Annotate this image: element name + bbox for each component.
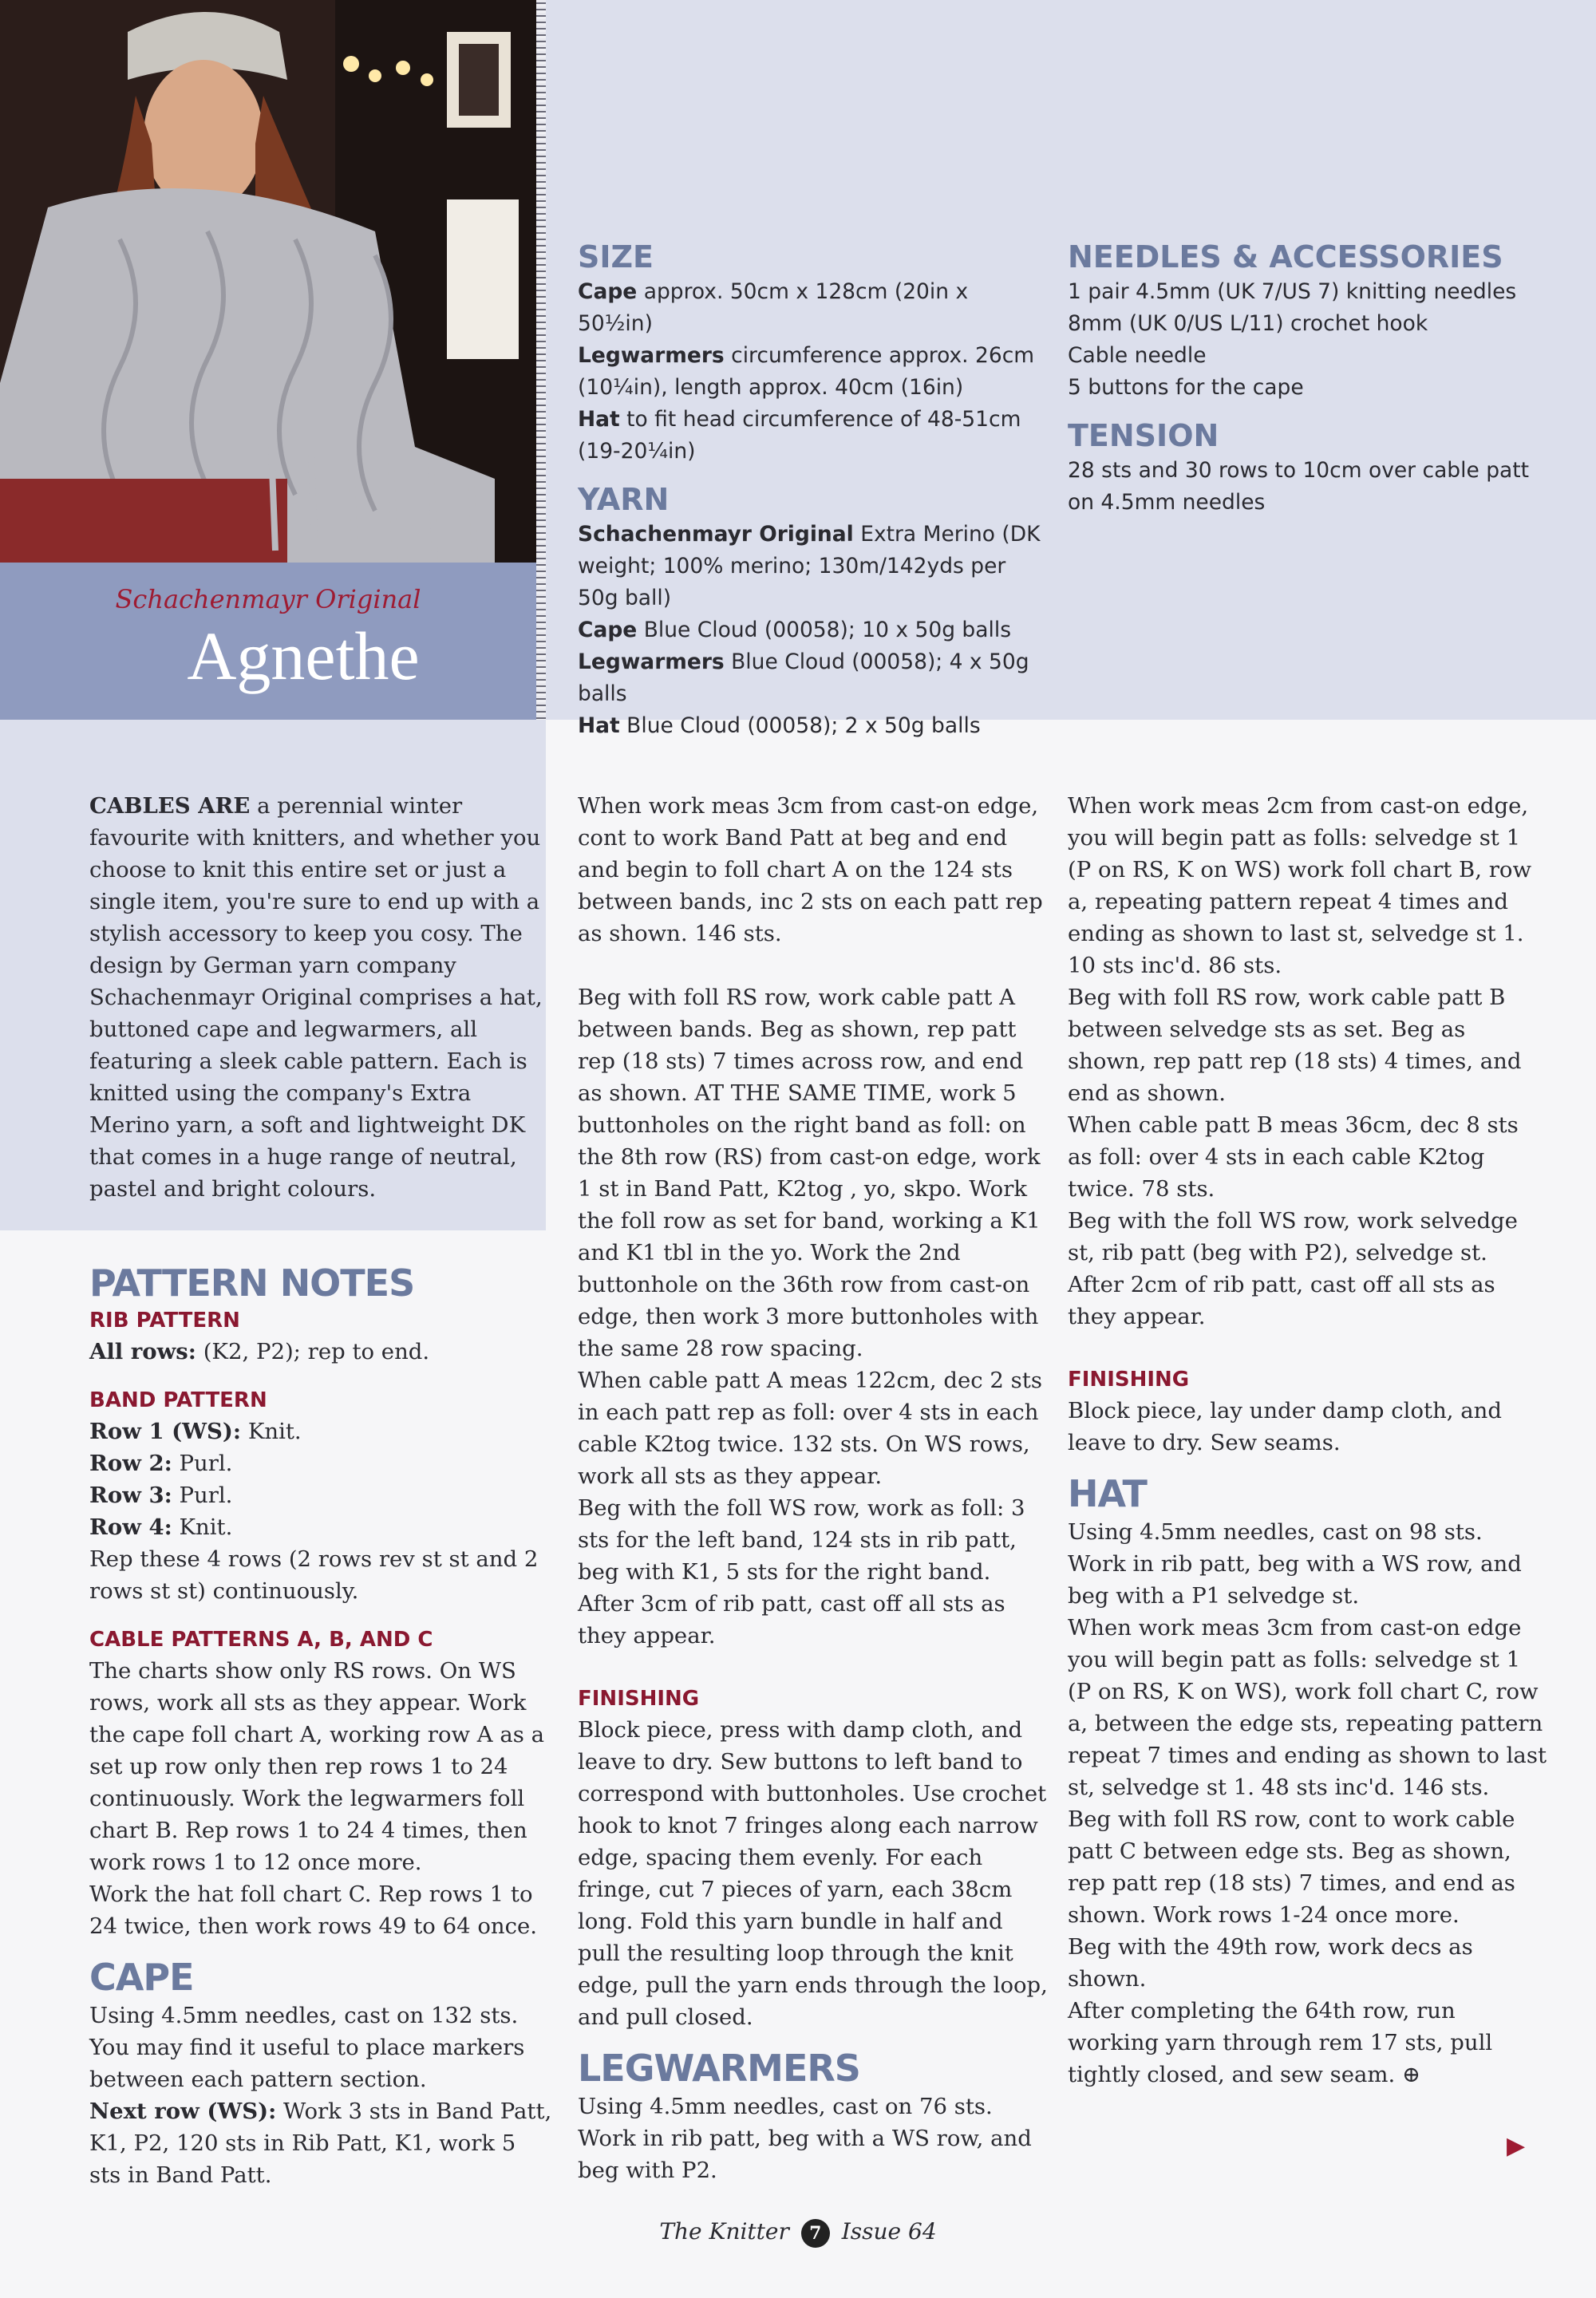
legwarmers-text: Using 4.5mm needles, cast on 76 sts. Work in rib patt, beg with a WS row, and beg with P2. [578,2094,1032,2183]
legwarmers-text: When cable patt B meas 36cm, dec 8 sts as foll: over 4 sts in each cable K2tog twice. 78 sts. [1068,1112,1519,1202]
band-row: Row 3: Purl. [89,1483,233,1508]
page-footer [0,2218,1596,2248]
band-pattern-heading: BAND PATTERN [89,1388,267,1412]
cable-text: The charts show only RS rows. On WS rows, work all sts as they appear. Work the cape foll chart A, working row A as a set up row only then rep rows 1 to 24 continuously. Work the legwarmers foll chart B. Rep rows 1 to 24 4 times, then work rows 1 to 12 once more. [89,1658,545,1875]
magazine-name: The Knitter [659,2218,789,2245]
cape-heading: CAPE [89,1956,194,1999]
legwarmers-text: When work meas 2cm from cast-on edge, you will begin patt as folls: selvedge st 1 (P on RS, K on WS) work foll chart B, row a, repeating pattern repeat 4 times and ending as shown to last st, selvedge st 1. 10 sts inc'd. 86 sts. [1068,793,1531,978]
cape-text: Beg with foll RS row, work cable patt A between bands. Beg as shown, rep patt rep (18 sts) 7 times across row, and end as shown. AT THE SAME TIME, work 5 buttonholes on the right band as foll: on the 8th row (RS) from cast-on edge, work 1 st in Band Patt, K2tog , yo, skpo. Work the foll row as set for band, working a K1 and K1 tbl in the yo. Work the 2nd buttonhole on the 36th row from cast-on edge, then work 3 more buttonholes with the same 28 row spacing. [578,985,1041,1361]
column-3 [1068,790,1547,2091]
needles-item: 8mm (UK 0/US L/11) crochet hook [1068,311,1428,336]
band-row: Row 1 (WS): Knit. [89,1419,302,1444]
needles-heading: NEEDLES & ACCESSORIES [1068,239,1503,274]
hat-text: Beg with the 49th row, work decs as shown. [1068,1934,1473,1992]
size-legwarmers: Legwarmers circumference approx. 26cm (10¼in), length approx. 40cm (16in) [578,343,1035,400]
size-heading: SIZE [578,239,654,274]
yarn-cape: Cape Blue Cloud (00058); 10 x 50g balls [578,618,1012,642]
cover-photo [0,0,536,563]
yarn-hat: Hat Blue Cloud (00058); 2 x 50g balls [578,713,981,738]
hat-heading: HAT [1068,1472,1147,1515]
column-1 [89,790,552,2191]
cape-text: Beg with the foll WS row, work as foll: 3 sts for the left band, 124 sts in rib patt, beg with K1, 5 sts for the right band. After 3cm of rib patt, cast off all sts as they appear. [578,1495,1025,1648]
cape-text: When cable patt A meas 122cm, dec 2 sts in each patt rep as foll: over 4 sts in each cable K2tog twice. 132 sts. On WS rows, work all sts as they appear. [578,1368,1042,1489]
hat-text: Using 4.5mm needles, cast on 98 sts. Work in rib patt, beg with a WS row, and beg with a P1 selvedge st. [1068,1519,1522,1609]
tension-heading: TENSION [1068,418,1219,453]
band-repeat: Rep these 4 rows (2 rows rev st st and 2 rows st st) continuously. [89,1546,539,1604]
tension-text: 28 sts and 30 rows to 10cm over cable patt on 4.5mm needles [1068,458,1530,515]
size-hat: Hat to fit head circumference of 48-51cm (19-20¼in) [578,407,1021,464]
needles-item: 1 pair 4.5mm (UK 7/US 7) knitting needles [1068,279,1517,304]
rib-pattern-text: All rows: (K2, P2); rep to end. [89,1339,430,1364]
needles-item: Cable needle [1068,343,1207,368]
size-yarn-column [578,238,1049,742]
column-2 [578,790,1049,2186]
continue-arrow-icon: ▶ [1507,2132,1526,2160]
legwarmers-text: Beg with foll RS row, work cable patt B between selvedge sts as set. Beg as shown, rep patt rep (18 sts) 4 times, and end as shown. [1068,985,1522,1106]
rib-pattern-heading: RIB PATTERN [89,1309,240,1333]
cable-text: Work the hat foll chart C. Rep rows 1 to 24 twice, then work rows 49 to 64 once. [89,1881,538,1939]
band-row: Row 2: Purl. [89,1451,233,1476]
end-mark-icon: ⊕ [1401,2062,1421,2087]
band-row: Row 4: Knit. [89,1514,233,1540]
needles-tension-column [1068,238,1547,519]
issue-number: Issue 64 [841,2218,937,2245]
hat-text: Beg with foll RS row, cont to work cable patt C between edge sts. Beg as shown, rep patt rep (18 sts) 7 times, and end as shown. Work rows 1-24 once more. [1068,1806,1515,1928]
pattern-title: Agnethe [187,618,420,694]
cable-patterns-heading: CABLE PATTERNS A, B, AND C [89,1628,433,1652]
photo-illustration [0,0,536,563]
yarn-heading: YARN [578,482,670,517]
cape-next-row: Next row (WS): Work 3 sts in Band Patt, K1, P2, 120 sts in Rib Patt, K1, work 5 sts in Band Patt. [89,2099,552,2188]
size-cape: Cape approx. 50cm x 128cm (20in x 50½in) [578,279,969,336]
cape-finishing-heading: FINISHING [578,1687,700,1711]
brand-name: Schachenmayr Original [115,584,421,614]
legwarmers-finishing-text: Block piece, lay under damp cloth, and leave to dry. Sew seams. [1068,1398,1502,1455]
cape-finishing-text: Block piece, press with damp cloth, and leave to dry. Sew buttons to left band to correspond with buttonholes. Use crochet hook to knot 7 fringes along each narrow edge, spacing them evenly. For each fringe, cut 7 pieces of yarn, each 38cm long. Fold this yarn bundle in half and pull the resulting loop through the knit edge, pull the yarn ends through the loop, and pull closed. [578,1717,1048,2030]
hat-text: When work meas 3cm from cast-on edge you will begin patt as folls: selvedge st 1 (P on RS, K on WS), work foll chart C, row a, between the edge sts, repeating pattern repeat 7 times and ending as shown to last st, selvedge st 1. 48 sts inc'd. 146 sts. [1068,1615,1547,1800]
binding-strip [536,0,546,720]
needles-item: 5 buttons for the cape [1068,375,1304,400]
pattern-notes-heading: PATTERN NOTES [89,1262,415,1305]
legwarmers-heading: LEGWARMERS [578,2047,860,2090]
yarn-legwarmers: Legwarmers Blue Cloud (00058); 4 x 50g balls [578,650,1029,706]
legwarmers-finishing-heading: FINISHING [1068,1368,1190,1392]
hat-text: After completing the 64th row, run working yarn through rem 17 sts, pull tightly closed, and sew seam. ⊕ [1068,1998,1493,2087]
intro-text: CABLES ARE a perennial winter favourite with knitters, and whether you choose to knit this entire set or just a single item, you're sure to end up with a stylish accessory to keep you cosy. The design by German yarn company Schachenmayr Original comprises a hat, buttoned cape and legwarmers, all featuring a sleek cable pattern. Each is knitted using the company's Extra Merino yarn, a soft and lightweight DK that comes in a huge range of neutral, pastel and bright colours. [89,793,543,1202]
legwarmers-text: Beg with the foll WS row, work selvedge st, rib patt (beg with P2), selvedge st. After 2cm of rib patt, cast off all sts as they appear. [1068,1208,1518,1329]
cape-text: Using 4.5mm needles, cast on 132 sts. You may find it useful to place markers between each pattern section. [89,2003,525,2092]
yarn-brand: Schachenmayr Original Extra Merino (DK weight; 100% merino; 130m/142yds per 50g ball) [578,522,1041,610]
page-number: 7 [801,2219,830,2248]
cape-text: When work meas 3cm from cast-on edge, cont to work Band Patt at beg and end and begin to foll chart A on the 124 sts between bands, inc 2 sts on each patt rep as shown. 146 sts. [578,793,1043,946]
